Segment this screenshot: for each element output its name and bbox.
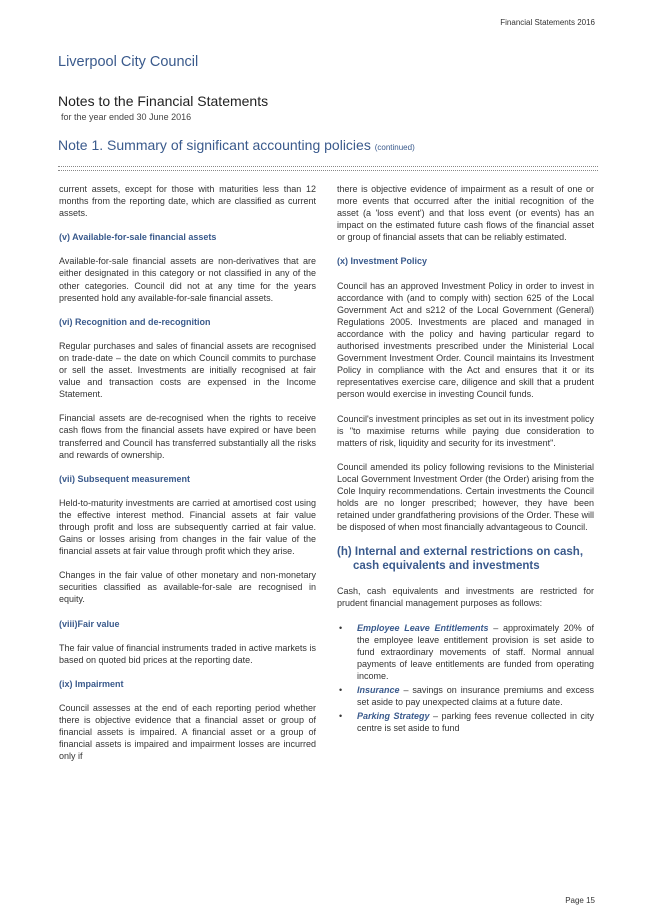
section-heading: (vi) Recognition and de-recognition xyxy=(59,316,211,327)
divider xyxy=(58,166,598,171)
section-heading: (v) Available-for-sale financial assets xyxy=(59,232,217,243)
running-header: Financial Statements 2016 xyxy=(500,18,595,27)
section-heading: (viii)Fair value xyxy=(59,618,120,629)
paragraph: Council amended its policy following revisions to the Ministerial Local Government Investment Order (the Order) arising from the Cole Inquiry recommendations. Certain investments the Council holds are no longer prescribed; however, they have been retained under grandfathering provisions of the Order. These will be disposed of when most financially advantageous to Council. xyxy=(337,461,594,533)
item-text: – parking fees revenue collected in city centre is set aside to fund xyxy=(357,711,594,734)
organisation-name: Liverpool City Council xyxy=(58,54,199,70)
left-column xyxy=(59,183,316,774)
paragraph: there is objective evidence of impairment as a result of one or more events that occurred after the initial recognition of the asset (a 'loss event') and that loss event (or events) has an impact on the estimated future cash flows of the financial asset or group of financial assets that can be reliably estimated. xyxy=(337,184,594,243)
section-heading: (ix) Impairment xyxy=(59,678,124,689)
paragraph: current assets, except for those with maturities less than 12 months from the reporting date, which are classified as current assets. xyxy=(59,184,316,219)
paragraph: The fair value of financial instruments traded in active markets is based on quoted bid prices at the reporting date. xyxy=(59,642,316,665)
restrictions-list xyxy=(337,622,594,735)
bullet-icon: • xyxy=(339,685,343,695)
paragraph: Council assesses at the end of each reporting period whether there is objective evidence that a financial asset or group of financial assets is impaired. A financial asset or a group of financial assets is impaired and impairment losses are incurred only if xyxy=(59,702,316,762)
right-column xyxy=(337,183,594,736)
document-title: Notes to the Financial Statements xyxy=(58,93,269,109)
list-item xyxy=(339,622,594,682)
item-text: – savings on insurance premiums and excess set aside to pay unexpected claims at a future date. xyxy=(357,685,594,708)
paragraph: Held-to-maturity investments are carried at amortised cost using the effective interest method. Financial assets at fair value through profit and loss are subsequently carried at fair value. Gains or losses arising from changes in the fair value of the financial assets at fair value through profit which they arise. xyxy=(59,497,316,557)
section-heading: (vii) Subsequent measurement xyxy=(59,473,191,484)
list-item xyxy=(339,684,594,708)
paragraph: Cash, cash equivalents and investments are restricted for prudent financial management purposes as follows: xyxy=(337,586,594,609)
item-text: – approximately 20% of the employee leave entitlement provision is set aside to fund extraordinary movements of staff. Normal annual payments of leave entitlements are funded from operating income. xyxy=(357,622,594,681)
paragraph: Changes in the fair value of other monetary and non-monetary securities classified as available-for-sale are recognised in equity. xyxy=(59,570,316,605)
paragraph: Available-for-sale financial assets are non-derivatives that are either designated in this category or not classified in any of the other categories. Council did not at any time for the years presented hold any available-for-sale financial assets. xyxy=(59,256,316,303)
list-item xyxy=(339,710,594,734)
note-suffix: (continued) xyxy=(374,143,415,152)
item-label: Parking Strategy xyxy=(357,711,430,722)
bullet-icon: • xyxy=(339,622,343,633)
item-label: Employee Leave Entitlements xyxy=(357,622,489,633)
paragraph: Council's investment principles as set out in its investment policy is "to maximise returns while paying due consideration to matters of risk, liquidity and security for its investment". xyxy=(337,413,594,448)
paragraph: Council has an approved Investment Policy in order to invest in accordance with (and to comply with) section 625 of the Local Government Act and s212 of the Local Government (General) Regulations 2005. Investments are placed and managed in accordance with the policy and having particular regard to authorised investments prescribed under the Ministerial Local Government Investment Order. Council maintains its Investment Policy in compliance with the Act and ensures that it or its representatives exercise care, diligence and skill that a prudent person would exercise in investing Council funds. xyxy=(337,280,594,400)
paragraph: Regular purchases and sales of financial assets are recognised on trade-date – the date on which Council commits to purchase or sell the asset. Investments are initially recognised at fair value and transaction costs are expensed in the Income Statement. xyxy=(59,340,316,400)
item-label: Insurance xyxy=(357,685,400,695)
note-title: Note 1. Summary of significant accounting policies xyxy=(58,137,371,153)
note-heading xyxy=(58,137,415,153)
section-heading: (h) Internal and external restrictions on cash, cash equivalents and investments xyxy=(337,546,584,573)
page-number: Page 15 xyxy=(565,896,595,905)
paragraph: Financial assets are de-recognised when the rights to receive cash flows from the financial assets have expired or have been transferred and Council has transferred substantially all the risks and rewards of ownership. xyxy=(59,413,316,460)
section-heading: (x) Investment Policy xyxy=(337,256,428,267)
document-subtitle: for the year ended 30 June 2016 xyxy=(61,112,192,122)
bullet-icon: • xyxy=(339,711,343,722)
